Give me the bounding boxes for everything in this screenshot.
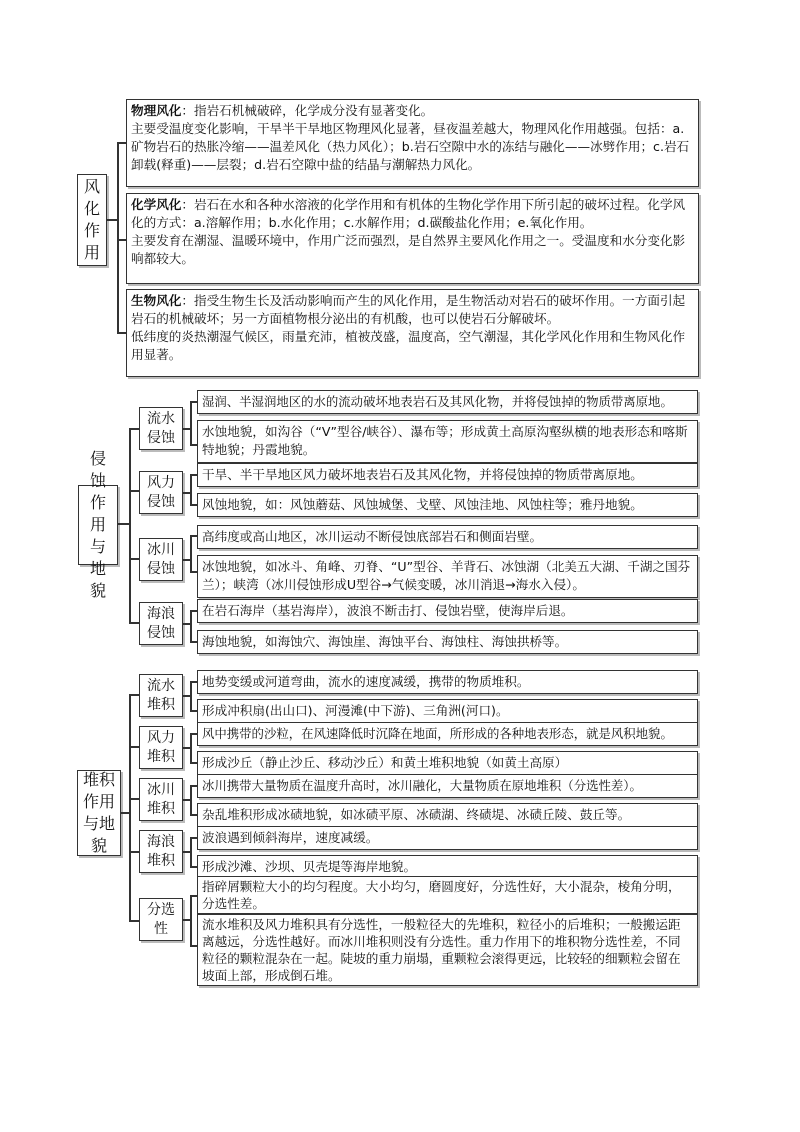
connector: [129, 428, 131, 623]
deposition-wind-label: 风力堆积: [147, 729, 175, 765]
deposition-wave-text-1: 波浪遇到倾斜海岸，速度减缓。: [197, 826, 698, 850]
deposition-wind-text-1: 风中携带的沙粒，在风速降低时沉降在地面，所形成的各种地表形态，就是风积地貌。: [197, 722, 698, 746]
erosion-water-label: 流水侵蚀: [147, 410, 175, 446]
connector: [117, 142, 126, 144]
connector: [190, 610, 192, 642]
connector: [190, 733, 192, 763]
connector: [190, 641, 197, 643]
connector: [190, 710, 197, 712]
connector: [107, 219, 117, 221]
connector: [190, 681, 192, 711]
biological-weathering-box: [126, 289, 699, 377]
connector: [129, 851, 139, 853]
erosion-wind-label-box: [139, 471, 183, 514]
erosion-wind-label: 风力侵蚀: [147, 474, 175, 510]
physical-detail: 主要受温度变化影响，干旱半干旱地区物理风化显著，昼夜温差越大，物理风化作用越强。包括：a.矿物岩石的热胀冷缩——温差风化（热力风化）；b.岩石空隙中水的冻结与融化——冰劈作用；c.岩石卸载(释重)——层裂；d.岩石空隙中盐的结晶与潮解热力风化。: [131, 121, 690, 172]
erosion-wave-label: 海浪侵蚀: [147, 605, 175, 641]
connector: [190, 814, 197, 816]
physical-weathering-box: [126, 99, 699, 187]
erosion-glacier-label-box: [139, 538, 183, 581]
sorting-text-1: 指碎屑颗粒大小的均匀程度。大小均匀，磨圆度好，分选性好，大小混杂，棱角分明，分选性差。: [197, 876, 698, 914]
connector: [190, 733, 197, 735]
deposition-wave-label-box: [139, 830, 183, 873]
connector: [190, 785, 192, 815]
physical-term: 物理风化: [131, 103, 182, 118]
chemical-weathering-box: [126, 193, 699, 284]
connector: [190, 474, 192, 505]
erosion-wave-text-1: 在岩石海岸（基岩海岸），波浪不断击打、侵蚀岩壁，使海岸后退。: [197, 599, 698, 623]
biological-detail: 低纬度的炎热潮湿气候区，雨量充沛，植被茂盛，温度高，空气潮湿，其化学风化作用和生物风化作用显著。: [131, 329, 686, 362]
connector: [117, 142, 119, 333]
connector: [190, 895, 192, 946]
connector: [117, 332, 126, 334]
connector: [190, 785, 197, 787]
erosion-water-label-box: [139, 407, 183, 450]
connector: [190, 401, 197, 403]
connector: [190, 444, 197, 446]
physical-def: ：指岩石机械破碎，化学成分没有显著变化。: [181, 103, 434, 118]
erosion-wind-text-1: 干旱、半干旱地区风力破坏地表岩石及其风化物，并将侵蚀掉的物质带离原地。: [197, 463, 698, 487]
connector: [129, 798, 139, 800]
deposition-wave-text-2: 形成沙滩、沙坝、贝壳堤等海岸地貌。: [197, 855, 698, 879]
biological-def: ：指受生物生长及活动影响而产生的风化作用，是生物活动对岩石的破坏作用。一方面引起岩石的机械破坏；另一方面植物根分泌出的有机酸，也可以使岩石分解破坏。: [131, 293, 686, 326]
chemical-detail: 主要发育在潮湿、温暖环境中，作用广泛而强烈，是自然界主要风化作用之一。受温度和水分变化影响都较大。: [131, 233, 686, 266]
deposition-water-label: 流水堆积: [147, 677, 175, 713]
erosion-title-box: [78, 449, 118, 600]
chemical-def: ：岩石在水和各种水溶液的化学作用和有机体的生物化学作用下所引起的破坏过程。化学风化的方式：a.溶解作用；b.水化作用；c.水解作用；d.碳酸盐化作用；e.氧化作用。: [131, 197, 686, 230]
erosion-wave-label-box: [139, 602, 183, 645]
connector: [190, 837, 197, 839]
connector: [190, 535, 192, 572]
weathering-title-box: [77, 174, 107, 266]
deposition-glacier-label-box: [139, 778, 183, 821]
connector: [129, 694, 131, 921]
erosion-wave-text-2: 海蚀地貌，如海蚀穴、海蚀崖、海蚀平台、海蚀柱、海蚀拱桥等。: [197, 630, 698, 654]
deposition-title: 堆积作用与地貌: [82, 770, 115, 855]
connector: [190, 945, 197, 947]
deposition-glacier-text-1: 冰川携带大量物质在温度升高时，冰川融化，大量物质在原地堆积（分选性差）。: [197, 774, 698, 798]
connector: [190, 504, 197, 506]
connector: [190, 401, 192, 445]
deposition-water-label-box: [139, 674, 183, 717]
weathering-title: 风化作用: [83, 177, 100, 262]
connector: [129, 746, 139, 748]
deposition-wave-label: 海浪堆积: [147, 833, 175, 869]
sorting-text-2: 流水堆积及风力堆积具有分选性，一般粒径大的先堆积，粒径小的后堆积；一般搬运距离越远，分选性越好。而冰川堆积则没有分选性。重力作用下的堆积物分选性差，不同粒径的颗粒混杂在一起。陡坡的重力崩塌，重颗粒会滚得更远，比较轻的细颗粒会留在坡面上部，形成倒石堆。: [197, 914, 698, 986]
erosion-title: 侵蚀作用与地貌: [89, 449, 106, 600]
deposition-water-text-2: 形成冲积扇(出山口)、河漫滩(中下游)、三角洲(河口)。: [197, 699, 698, 723]
deposition-glacier-label: 冰川堆积: [147, 781, 175, 817]
connector: [129, 428, 139, 430]
sorting-label: 分选性: [147, 901, 175, 937]
connector: [129, 490, 139, 492]
connector: [190, 535, 197, 537]
connector: [129, 558, 139, 560]
connector: [129, 694, 139, 696]
connector: [190, 610, 197, 612]
chemical-term: 化学风化: [131, 197, 182, 212]
deposition-wind-text-2: 形成沙丘（静止沙丘、移动沙丘）和黄土堆积地貌（如黄土高原）: [197, 751, 698, 775]
connector: [190, 837, 192, 867]
erosion-glacier-text-1: 高纬度或高山地区，冰川运动不断侵蚀底部岩石和侧面岩壁。: [197, 525, 698, 549]
erosion-water-text-1: 湿润、半湿润地区的水的流动破坏地表岩石及其风化物，并将侵蚀掉的物质带离原地。: [197, 390, 698, 414]
connector: [129, 622, 139, 624]
erosion-wind-text-2: 风蚀地貌，如：风蚀蘑菇、风蚀城堡、戈壁、风蚀洼地、风蚀柱等；雅丹地貌。: [197, 493, 698, 517]
erosion-glacier-text-2: 冰蚀地貌，如冰斗、角峰、刃脊、“U”型谷、羊背石、冰蚀湖（北美五大湖、千湖之国芬兰）；峡湾（冰川侵蚀形成U型谷→气候变暖，冰川消退→海水入侵）。: [197, 555, 698, 598]
connector: [190, 474, 197, 476]
deposition-glacier-text-2: 杂乱堆积形成冰碛地貌，如冰碛平原、冰碛湖、终碛堤、冰碛丘陵、鼓丘等。: [197, 803, 698, 827]
connector: [117, 239, 126, 241]
deposition-title-box: [77, 770, 121, 856]
sorting-label-box: [139, 898, 183, 941]
connector: [190, 681, 197, 683]
biological-term: 生物风化: [131, 293, 182, 308]
connector: [190, 866, 197, 868]
erosion-glacier-label: 冰川侵蚀: [147, 541, 175, 577]
erosion-water-text-2: 水蚀地貌，如沟谷（“V”型谷/峡谷）、瀑布等；形成黄土高原沟壑纵横的地表形态和喀斯特地貌；丹霞地貌。: [197, 420, 698, 463]
deposition-wind-label-box: [139, 726, 183, 769]
deposition-water-text-1: 地势变缓或河道弯曲，流水的速度减缓，携带的物质堆积。: [197, 670, 698, 694]
connector: [129, 920, 139, 922]
connector: [190, 762, 197, 764]
connector: [190, 571, 197, 573]
connector: [190, 895, 197, 897]
